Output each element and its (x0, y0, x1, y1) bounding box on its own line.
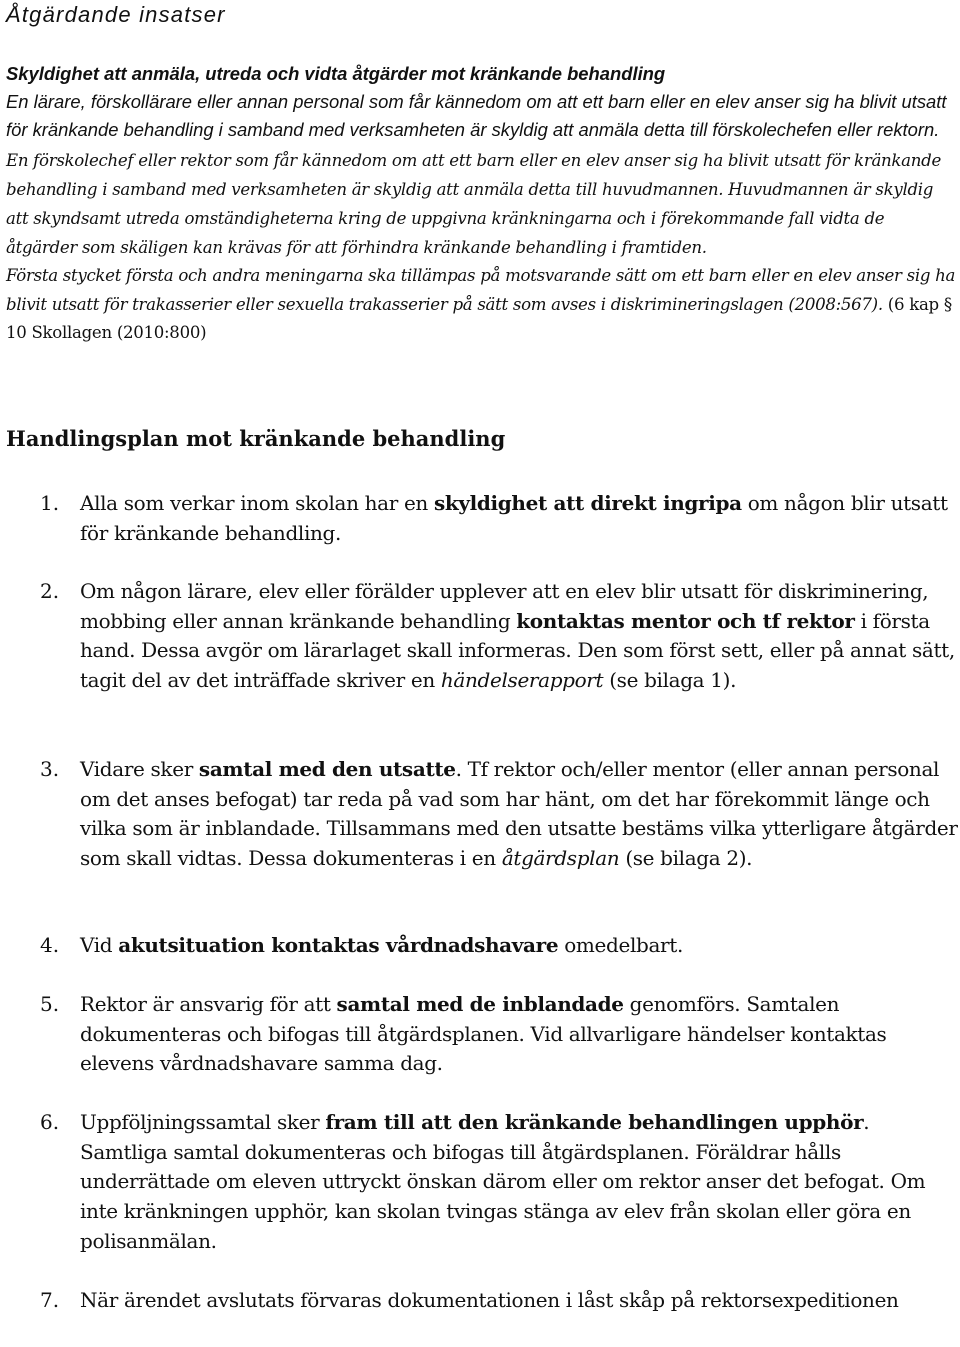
list-text (80, 1286, 958, 1316)
list-text (80, 489, 958, 548)
law-excerpt (6, 60, 956, 347)
text-run: Om någon lärare, elev eller förälder upplever att en elev blir utsatt för diskriminering, mobbing eller annan kränkande behandling (80, 579, 929, 633)
list-number: 3. (40, 757, 60, 781)
list-text (80, 577, 958, 696)
list-text (80, 1108, 958, 1257)
law-paragraph-1 (6, 88, 956, 262)
list-number: 2. (40, 579, 60, 603)
text-run: Uppföljningssamtal sker (80, 1110, 326, 1134)
list-number: 5. (40, 992, 60, 1016)
bold-run: kontaktas mentor och tf rektor (516, 608, 855, 633)
list-number: 4. (40, 933, 60, 957)
list-text (80, 931, 958, 961)
bold-run: samtal med de inblandade (336, 992, 624, 1016)
text-run: . Tf rektor och/eller mentor (eller annan personal om det anses befogat) tar reda på vad som har hänt, om det har förekommit länge och vilka som är inblandade. Tillsammans med den utsatte bestäms vilka ytterligare åtgärder som skall vidtas. Dessa dokumenteras i en (80, 757, 958, 871)
text-run: (se bilaga 1). (603, 668, 737, 693)
text-run: Rektor är ansvarig för att (80, 992, 337, 1016)
text-run: omedelbart. (558, 933, 683, 957)
text-run: (se bilaga 2). (619, 846, 753, 871)
law-paragraph-1-sans: En lärare, förskollärare eller annan personal som får kännedom om att ett barn eller en elev anser sig ha blivit utsatt för kränkande behandling i samband med verksamheten är skyldig att anmäla detta till förskolechefen eller rektorn. (6, 91, 947, 141)
italic-run: åtgärdsplan (501, 846, 620, 871)
bold-run: samtal med den utsatte (198, 757, 456, 781)
text-run: När ärendet avslutats förvaras dokumentationen i låst skåp på rektorsexpeditionen (80, 1288, 899, 1312)
text-run: om någon blir utsatt för kränkande behandling. (80, 491, 948, 545)
text-run: Vidare sker (80, 757, 199, 781)
list-number: 7. (40, 1288, 60, 1312)
list-text (80, 755, 958, 874)
law-paragraph-2-text: Första stycket första och andra meningarna ska tillämpas på motsvarande sätt om ett barn eller en elev anser sig ha blivit utsatt för trakasserier eller sexuella trakasserier på sätt som avses i diskrimineringslagen (2008:567). (6, 266, 956, 314)
bold-run: fram till att den kränkande behandlingen upphör (325, 1110, 864, 1134)
bold-run: skyldighet att direkt ingripa (433, 491, 742, 515)
law-heading: Skyldighet att anmäla, utreda och vidta åtgärder mot kränkande behandling (6, 63, 666, 84)
text-run: Vid (80, 933, 119, 957)
law-paragraph-1-serif: En förskolechef eller rektor som får kännedom om att ett barn eller en elev anser sig ha blivit utsatt för kränkande behandling i samband med verksamheten är skyldig att anmäla detta till huvudmannen. Huvudmannen är skyldig att skyndsamt utreda omständigheterna kring de uppgivna kränkningarna och i förekommande fall vidta de åtgärder som skäligen kan krävas för att förhindra kränkande behandling i framtiden. (6, 150, 942, 258)
text-run: . Samtliga samtal dokumenteras och bifogas till åtgärdsplanen. Föräldrar hålls underrättade om eleven uttryckt önskan därom eller om rektor anser det befogat. Om inte kränkningen upphör, kan skolan tvingas stänga av elev från skolan eller göra en polisanmälan. (80, 1110, 926, 1253)
text-run: Alla som verkar inom skolan har en (80, 491, 434, 515)
section-title: Åtgärdande insatser (6, 2, 226, 27)
plan-title: Handlingsplan mot kränkande behandling (6, 426, 506, 451)
text-run: genomförs. Samtalen dokumenteras och bifogas till åtgärdsplanen. Vid allvarligare händelser kontaktas elevens vårdnadshavare samma dag. (80, 992, 887, 1076)
list-number: 1. (40, 491, 60, 515)
list-number: 6. (40, 1110, 60, 1134)
law-paragraph-2 (6, 262, 956, 347)
italic-run: händelserapport (440, 668, 604, 693)
list-text (80, 990, 958, 1079)
text-run: i första hand. Dessa avgör om lärarlaget skall informeras. Den som först sett, eller på annat sätt, tagit del av det inträffade skriver en (80, 608, 955, 693)
law-citation: (6 kap § 10 Skollagen (2010:800) (6, 294, 952, 342)
bold-run: akutsituation kontaktas vårdnadshavare (118, 933, 559, 957)
